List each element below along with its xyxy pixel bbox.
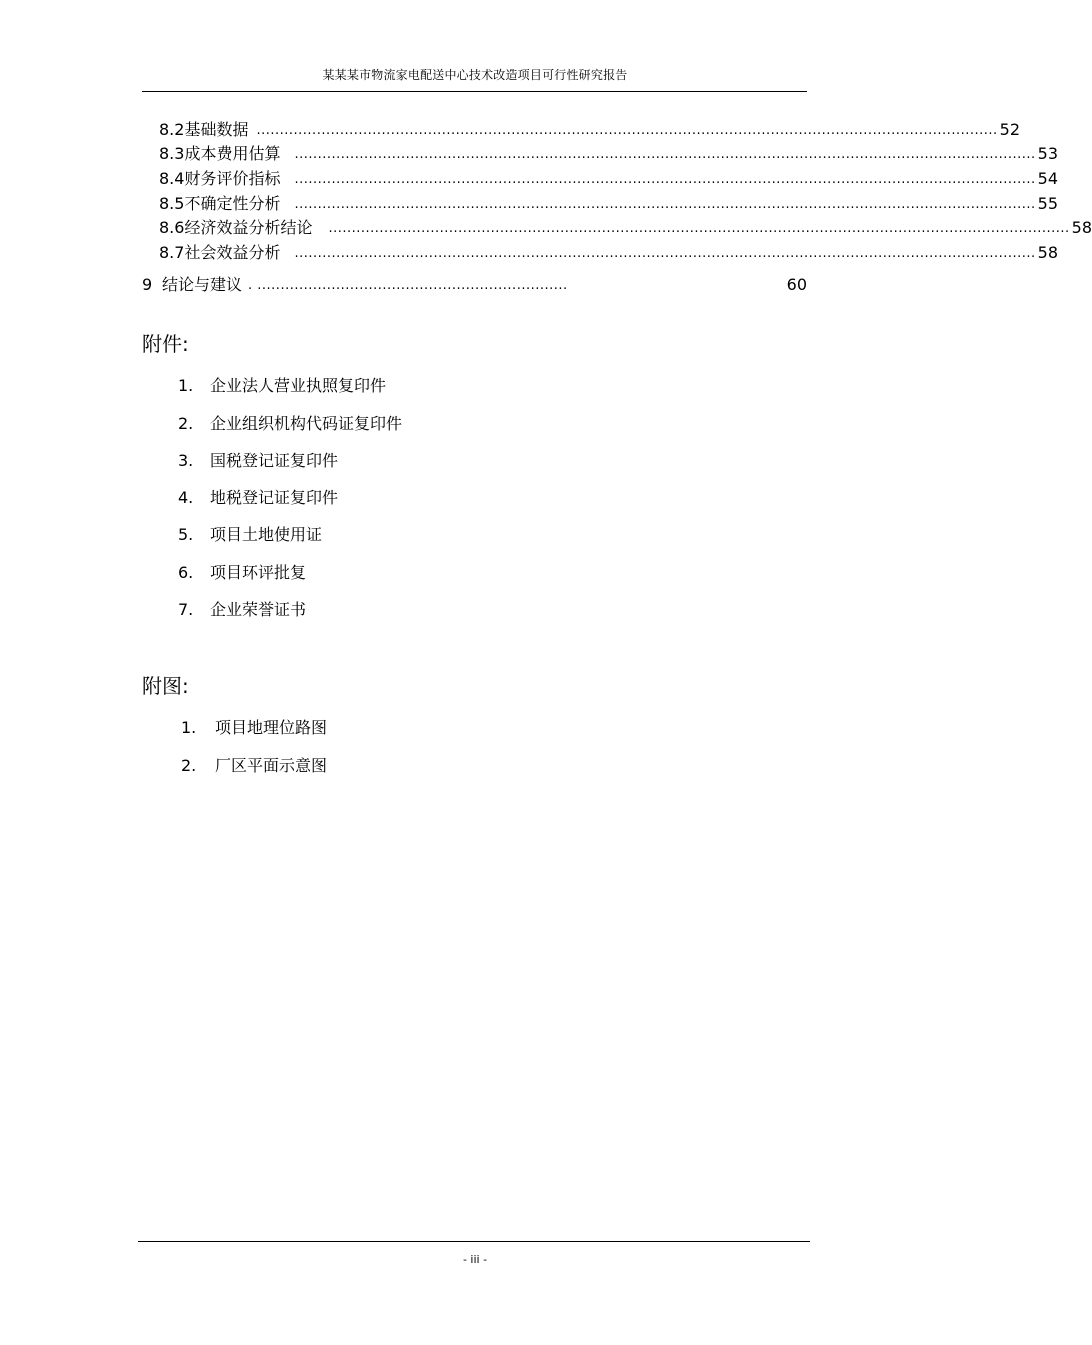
toc-entry-page: 53: [1037, 144, 1058, 163]
toc-leader-dots: . ...................................................................: [248, 278, 568, 293]
toc-leader-dots: ................................................................................................................................................................: [294, 197, 1036, 212]
figure-item[interactable]: [181, 755, 327, 777]
page-header-title: 某某某市物流家电配送中心技术改造项目可行性研究报告: [322, 68, 628, 82]
toc-entry-title: 不确定性分析: [184, 194, 281, 213]
attachment-item-label: 项目土地使用证: [210, 525, 323, 544]
attachment-item-label: 企业法人营业执照复印件: [210, 376, 387, 395]
figure-item-label: 项目地理位路图: [215, 718, 328, 737]
toc-entry-title: 经济效益分析结论: [184, 218, 313, 237]
attachments-heading: 附件:: [142, 332, 189, 356]
header-rule: [142, 91, 807, 92]
attachment-item[interactable]: [178, 599, 306, 621]
attachment-item-label: 企业组织机构代码证复印件: [210, 414, 403, 433]
toc-entry-page: 55: [1037, 194, 1058, 213]
attachment-item[interactable]: [178, 524, 322, 546]
attachment-item-label: 企业荣誉证书: [210, 600, 307, 619]
toc-entry[interactable]: [159, 118, 1020, 140]
toc-entry-number: 8.3: [159, 144, 185, 163]
attachment-item-number: 4.: [178, 488, 194, 507]
footer-rule: [138, 1241, 810, 1242]
toc-entry-number: 8.2: [159, 120, 185, 139]
toc-entry-page: 58: [1037, 243, 1058, 262]
attachment-item[interactable]: [178, 487, 338, 509]
toc-chapter-page: 60: [786, 275, 807, 294]
toc-entry-number: 8.7: [159, 243, 185, 262]
toc-leader-dots: ................................................................................................................................................................: [294, 246, 1036, 261]
toc-entry[interactable]: [159, 241, 1058, 263]
attachment-item-number: 7.: [178, 600, 194, 619]
toc-chapter-title: 结论与建议: [162, 275, 243, 294]
toc-chapter-entry[interactable]: [142, 273, 807, 295]
attachment-item[interactable]: [178, 375, 386, 397]
page-number: - iii -: [462, 1253, 488, 1266]
toc-leader-dots: ................................................................................................................................................................: [328, 221, 1070, 236]
toc-entry[interactable]: [159, 216, 1092, 238]
figure-item-number: 1.: [181, 718, 197, 737]
attachment-item-label: 项目环评批复: [210, 563, 307, 582]
attachment-item[interactable]: [178, 562, 306, 584]
attachment-item-number: 5.: [178, 525, 194, 544]
figure-item-label: 厂区平面示意图: [215, 756, 328, 775]
attachment-item-number: 6.: [178, 563, 194, 582]
toc-entry[interactable]: [159, 142, 1058, 164]
figures-heading: 附图:: [142, 674, 189, 698]
toc-entry-title: 社会效益分析: [184, 243, 281, 262]
attachment-item[interactable]: [178, 450, 338, 472]
toc-leader-dots: ................................................................................................................................................................: [294, 147, 1036, 162]
attachment-item-number: 3.: [178, 451, 194, 470]
toc-chapter-number: 9: [142, 275, 153, 294]
toc-entry-number: 8.6: [159, 218, 185, 237]
figure-item[interactable]: [181, 717, 327, 739]
attachment-item-label: 国税登记证复印件: [210, 451, 339, 470]
toc-entry-title: 财务评价指标: [184, 169, 281, 188]
toc-entry-title: 基础数据: [184, 120, 249, 139]
figure-item-number: 2.: [181, 756, 197, 775]
toc-entry-number: 8.5: [159, 194, 185, 213]
attachment-item-number: 1.: [178, 376, 194, 395]
toc-entry-page: 58: [1071, 218, 1092, 237]
toc-entry-page: 54: [1037, 169, 1058, 188]
attachment-item[interactable]: [178, 413, 402, 435]
toc-entry-title: 成本费用估算: [184, 144, 281, 163]
toc-leader-dots: ................................................................................................................................................................: [294, 172, 1036, 187]
toc-entry[interactable]: [159, 192, 1058, 214]
toc-leader-dots: ................................................................................................................................................................: [256, 123, 998, 138]
attachment-item-number: 2.: [178, 414, 194, 433]
toc-entry-number: 8.4: [159, 169, 185, 188]
toc-entry[interactable]: [159, 167, 1058, 189]
toc-entry-page: 52: [999, 120, 1020, 139]
attachment-item-label: 地税登记证复印件: [210, 488, 339, 507]
